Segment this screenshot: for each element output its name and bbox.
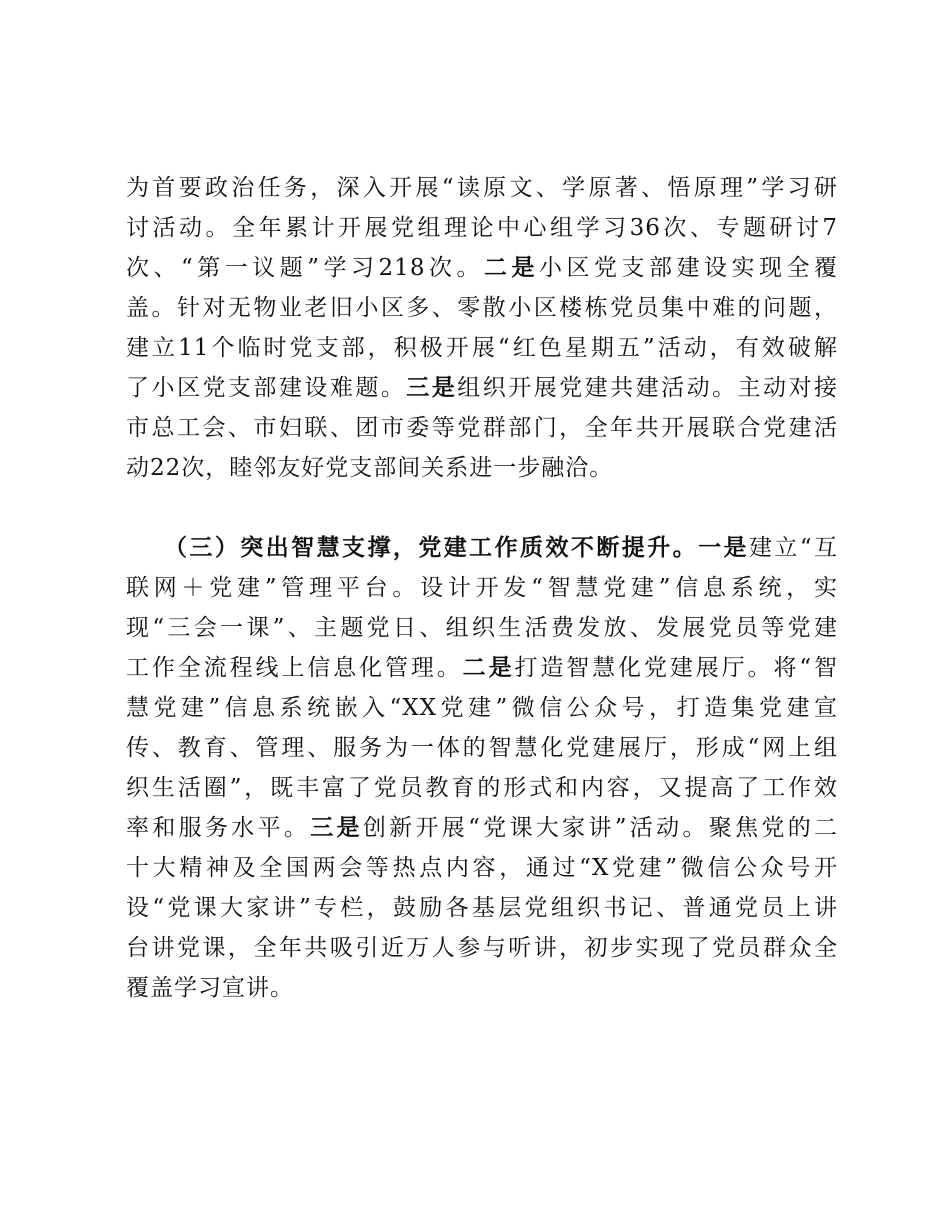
bold-marker: 二是 <box>462 654 515 681</box>
bold-marker: 二是 <box>483 254 539 281</box>
text-segment: 创新开展“党课大家讲”活动。聚焦党的二 <box>362 815 839 841</box>
text-line: 现“三会一课”、主题党日、组织生活费发放、发展党员等党建 <box>126 615 838 641</box>
text-line: 市总工会、市妇联、团市委等党群部门，全年共开展联合党建活 <box>126 415 838 441</box>
text-segment: 组织开展党建共建活动。主动对接 <box>457 375 839 401</box>
text-line <box>126 808 838 848</box>
text-line <box>126 368 838 408</box>
section-heading: （三）突出智慧支撑，党建工作质效不断提升。 <box>164 534 699 561</box>
paragraph-two <box>126 528 838 1008</box>
bold-marker: 三是 <box>406 374 458 401</box>
text-line: 建立11个临时党支部，积极开展“红色星期五”活动，有效破解 <box>126 335 838 361</box>
text-line: 盖。针对无物业老旧小区多、零散小区楼栋党员集中难的问题， <box>126 295 838 321</box>
text-segment: 小区党支部建设实现全覆 <box>538 255 839 281</box>
text-line: 传、教育、管理、服务为一体的智慧化党建展厅，形成“网上组 <box>126 735 838 761</box>
text-line: 慧党建”信息系统嵌入“XX党建”微信公众号，打造集党建宣 <box>126 695 838 721</box>
text-line: 台讲党课，全年共吸引近万人参与听讲，初步实现了党员群众全 <box>126 935 838 961</box>
text-line: 联网＋党建”管理平台。设计开发“智慧党建”信息系统，实 <box>126 575 838 601</box>
text-line: 织生活圈”，既丰富了党员教育的形式和内容，又提高了工作效 <box>126 775 838 801</box>
text-line: 覆盖学习宣讲。 <box>126 975 294 1001</box>
text-segment: 打造智慧化党建展厅。将“智 <box>514 655 838 681</box>
text-line: 讨活动。全年累计开展党组理论中心组学习36次、专题研讨7 <box>126 215 838 241</box>
text-segment: 了小区党支部建设难题。 <box>126 375 407 401</box>
text-segment: 建立“互 <box>748 535 839 561</box>
text-line: 动22次，睦邻友好党支部间关系进一步融洽。 <box>126 455 614 481</box>
text-line <box>126 648 838 688</box>
bold-marker: 三是 <box>310 814 363 841</box>
text-line <box>126 248 838 288</box>
paragraph-one <box>126 168 838 488</box>
text-line: 十大精神及全国两会等热点内容，通过“X党建”微信公众号开 <box>126 855 838 881</box>
text-line: 为首要政治任务，深入开展“读原文、学原著、悟原理”学习研 <box>126 175 838 201</box>
bold-marker: 一是 <box>698 534 749 561</box>
text-line <box>126 528 838 568</box>
text-segment: 次、“第一议题”学习218次。 <box>126 255 484 281</box>
text-segment: 率和服务水平。 <box>126 815 311 841</box>
text-segment: 工作全流程线上信息化管理。 <box>126 655 463 681</box>
text-line: 设“党课大家讲”专栏，鼓励各基层党组织书记、普通党员上讲 <box>126 895 838 921</box>
